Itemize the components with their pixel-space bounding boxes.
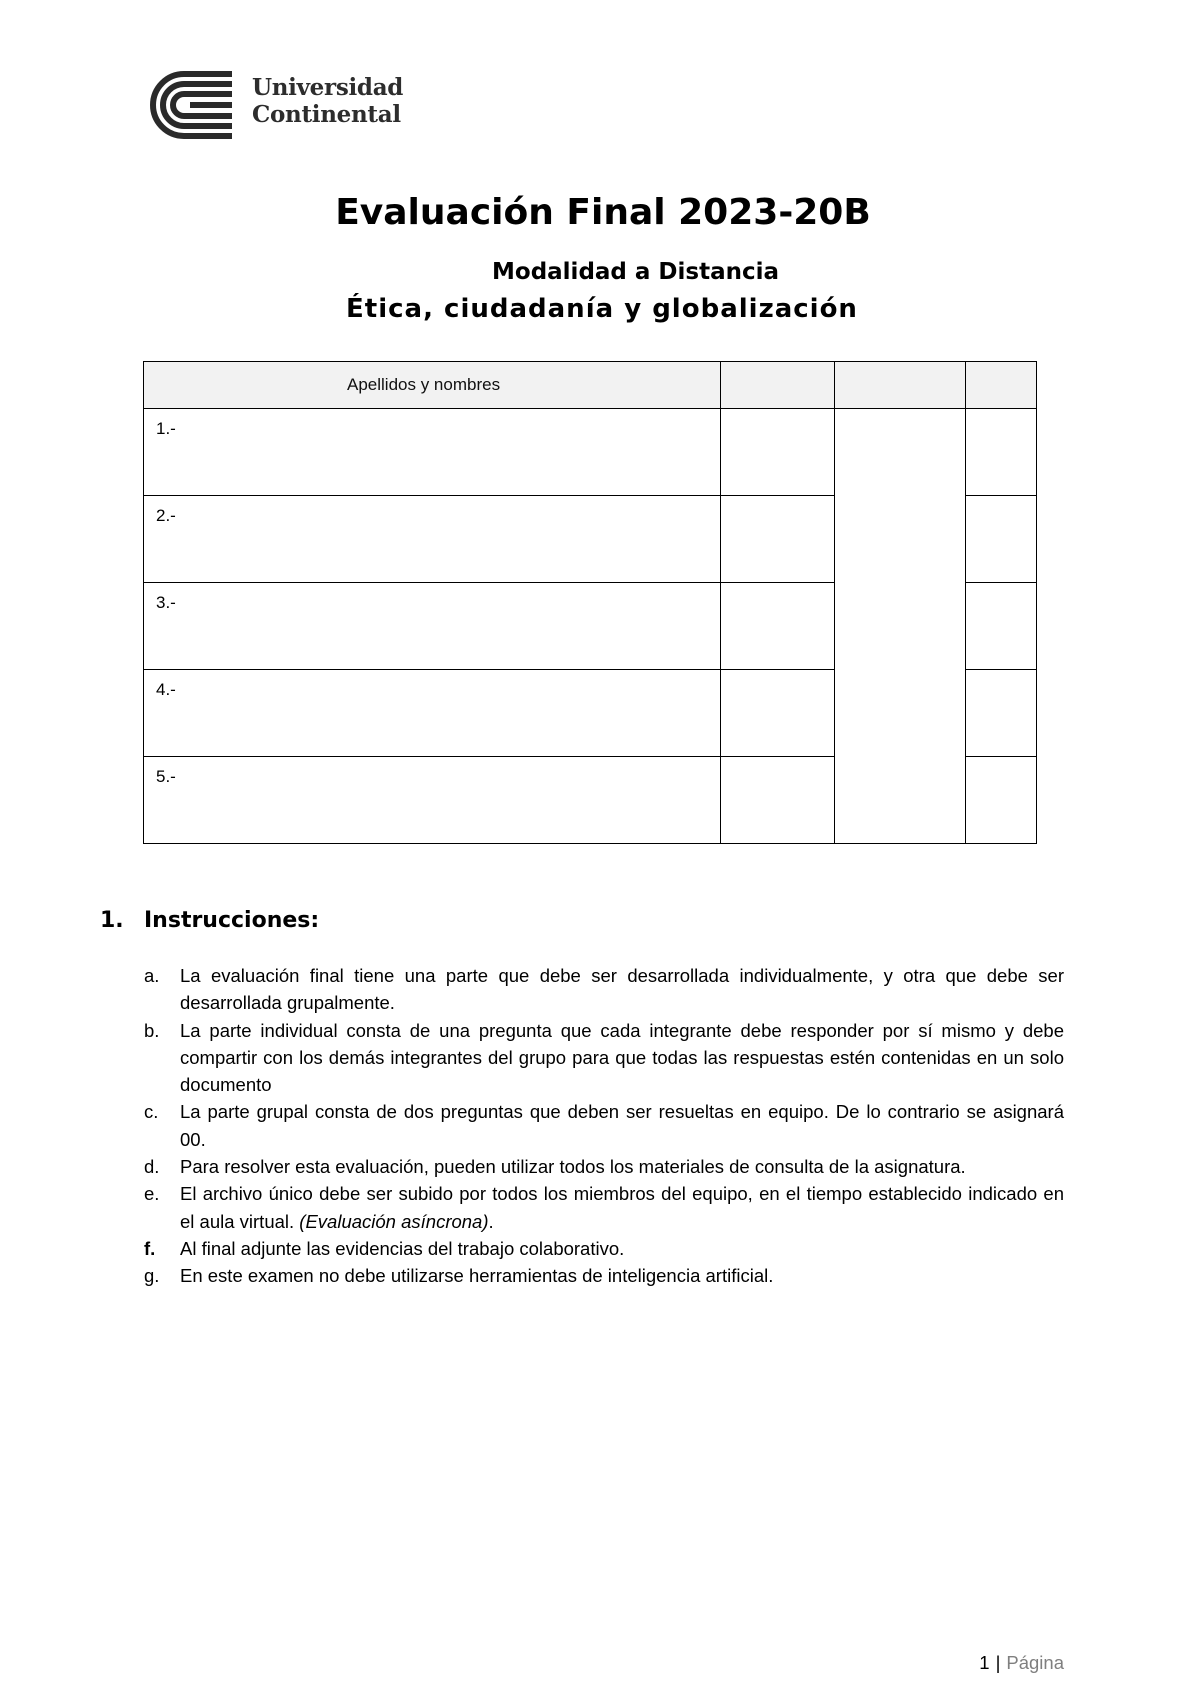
instructions-heading	[100, 908, 319, 933]
roster-header-label: Apellidos y nombres	[347, 375, 501, 394]
instruction-item	[144, 1098, 1064, 1153]
page-label: Página	[1006, 1652, 1064, 1673]
roster-header-row	[144, 362, 1037, 409]
instruction-text: En este examen no debe utilizarse herramientas de inteligencia artificial.	[180, 1265, 774, 1287]
instruction-marker: d.	[144, 1156, 160, 1178]
instruction-marker: e.	[144, 1183, 160, 1205]
page-number: 1	[979, 1652, 990, 1673]
instruction-text: La parte individual consta de una pregunta que cada integrante debe responder por sí mismo y debe compartir con los demás integrantes del grupo para que todas las respuestas estén contenidas en un solo documento	[180, 1019, 1064, 1096]
roster-cell[interactable]	[966, 583, 1037, 670]
roster-row-number: 2.-	[156, 506, 176, 525]
section-number: 1.	[100, 908, 124, 933]
page-footer	[979, 1652, 1064, 1674]
instruction-marker: a.	[144, 965, 160, 986]
roster-row-number: 5.-	[156, 767, 176, 786]
instruction-item	[144, 1017, 1064, 1099]
instruction-marker: c.	[144, 1101, 159, 1123]
instruction-marker: g.	[144, 1265, 160, 1287]
roster-header-cell	[835, 362, 966, 409]
instruction-text: Para resolver esta evaluación, pueden utilizar todos los materiales de consulta de la asignatura.	[180, 1156, 966, 1178]
roster-name-cell[interactable]	[144, 409, 721, 496]
roster-header-cell	[966, 362, 1037, 409]
roster-cell[interactable]	[721, 670, 835, 757]
instruction-item	[144, 1180, 1064, 1235]
roster-cell[interactable]	[966, 496, 1037, 583]
instruction-item	[144, 1235, 1064, 1262]
roster-row-number: 1.-	[156, 419, 176, 438]
roster-name-cell[interactable]	[144, 670, 721, 757]
instruction-text: El archivo único debe ser subido por todos los miembros del equipo, en el tiempo establecido indicado en el aula virtual.	[180, 1183, 1064, 1232]
instructions-list	[144, 962, 1064, 1290]
student-roster-table	[143, 361, 1037, 844]
course-name: Ética, ciudadanía y globalización	[346, 294, 858, 324]
instruction-text: Al final adjunte las evidencias del trabajo colaborativo.	[180, 1237, 625, 1259]
instruction-text-end: .	[488, 1210, 494, 1232]
roster-header-names-cell	[144, 362, 721, 409]
logo-line-2: Continental	[252, 101, 401, 128]
roster-cell[interactable]	[721, 496, 835, 583]
roster-name-cell[interactable]	[144, 496, 721, 583]
roster-name-cell[interactable]	[144, 757, 721, 844]
footer-separator: |	[995, 1652, 1001, 1673]
instruction-text: La evaluación final tiene una parte que debe ser desarrollada individualmente, y otra que debe ser desarrollada grupalmente.	[180, 965, 1064, 1014]
roster-cell[interactable]	[966, 757, 1037, 844]
roster-header-cell	[721, 362, 835, 409]
roster-name-cell[interactable]	[144, 583, 721, 670]
roster-cell[interactable]	[966, 670, 1037, 757]
document-title: Evaluación Final 2023-20B	[335, 192, 871, 233]
instruction-marker: b.	[144, 1019, 160, 1041]
instruction-marker: f.	[144, 1237, 156, 1259]
logo-line-1: Universidad	[252, 74, 404, 101]
modality-subtitle: Modalidad a Distancia	[492, 259, 780, 285]
instruction-text: La parte grupal consta de dos preguntas que deben ser resueltas en equipo. De lo contrario se asignará 00.	[180, 1101, 1064, 1150]
roster-cell[interactable]	[721, 757, 835, 844]
university-logo	[144, 70, 404, 140]
roster-row-number: 3.-	[156, 593, 176, 612]
roster-row-number: 4.-	[156, 680, 176, 699]
instruction-item	[144, 1153, 1064, 1180]
instruction-item	[144, 962, 1064, 1017]
logo-wordmark	[252, 74, 403, 128]
roster-row	[144, 409, 1037, 496]
instruction-item	[144, 1262, 1064, 1289]
roster-merged-cell[interactable]	[835, 409, 966, 844]
roster-cell[interactable]	[721, 409, 835, 496]
roster-cell[interactable]	[721, 583, 835, 670]
section-title: Instrucciones:	[144, 908, 320, 933]
universidad-continental-logo-mark	[144, 70, 236, 140]
roster-cell[interactable]	[966, 409, 1037, 496]
instruction-emphasis: (Evaluación asíncrona)	[299, 1210, 489, 1232]
